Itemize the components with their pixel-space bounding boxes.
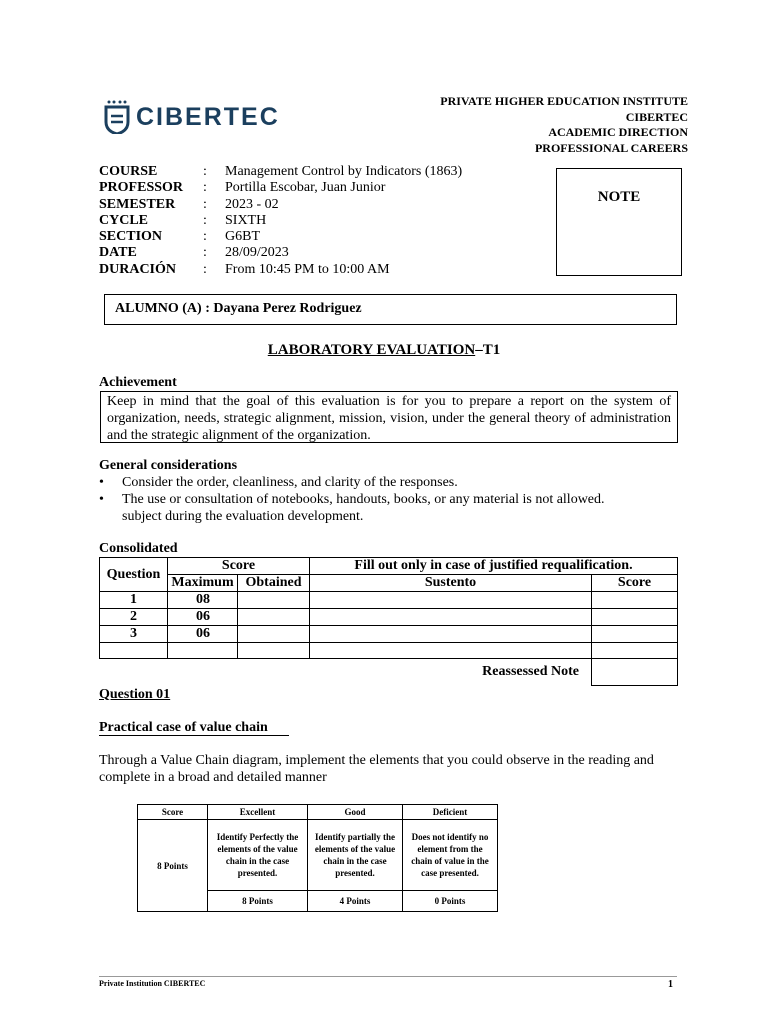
page-number: 1 xyxy=(668,979,673,990)
rubric-header: Excellent xyxy=(208,805,308,820)
maximum-score: 06 xyxy=(168,609,238,626)
rubric-points: 0 Points xyxy=(403,891,498,912)
rubric-deficient: Does not identify no element from the chain of value in the case presented. xyxy=(403,820,498,891)
rubric-table xyxy=(137,804,498,912)
table-header-row xyxy=(100,558,678,575)
maximum-score: 06 xyxy=(168,626,238,643)
maximum-score xyxy=(168,643,238,659)
info-colon: : xyxy=(203,196,207,212)
info-colon: : xyxy=(203,261,207,277)
institute-header xyxy=(440,94,688,156)
reassessed-note-label: Reassessed Note xyxy=(482,664,579,680)
question-text: Through a Value Chain diagram, implement the elements that you could observe in the reading and complete in a broad and detailed manner xyxy=(99,753,654,785)
general-considerations-heading: General considerations xyxy=(99,458,238,473)
question-number: 1 xyxy=(100,592,168,609)
achievement-text: Keep in mind that the goal of this evaluation is for you to prepare a report on the system of organization, needs, strategic alignment, mission, vision, under the general theory of administration and the strategic alignment of the organization. xyxy=(100,391,678,443)
note-box[interactable] xyxy=(556,168,682,276)
info-label: SECTION xyxy=(99,229,163,245)
maximum-score: 08 xyxy=(168,592,238,609)
score-cell[interactable] xyxy=(592,592,678,609)
table-row xyxy=(100,609,678,626)
info-row-date xyxy=(99,245,462,261)
score-cell[interactable] xyxy=(592,626,678,643)
question-subheading: Practical case of value chain xyxy=(99,720,289,736)
info-label: COURSE xyxy=(99,164,158,179)
reassessed-note-cell[interactable] xyxy=(592,659,678,686)
info-label: PROFESSOR xyxy=(99,180,184,196)
question-number: 3 xyxy=(100,626,168,643)
table-row xyxy=(100,643,678,659)
obtained-cell[interactable] xyxy=(238,592,310,609)
rubric-excellent: Identify Perfectly the elements of the value chain in the case presented. xyxy=(208,820,308,891)
info-value: From 10:45 PM to 10:00 AM xyxy=(225,261,390,277)
info-value: Management Control by Indicators (1863) xyxy=(225,164,463,179)
note-label: NOTE xyxy=(597,189,641,205)
obtained-header: Obtained xyxy=(238,575,310,592)
obtained-cell[interactable] xyxy=(238,609,310,626)
info-row-professor xyxy=(99,180,462,196)
institute-line: PRIVATE HIGHER EDUCATION INSTITUTE xyxy=(440,94,688,108)
info-label: DURACIÓN xyxy=(99,261,176,277)
question-header: Question xyxy=(100,558,168,592)
info-row-cycle xyxy=(99,213,462,229)
rubric-header-row xyxy=(138,805,498,820)
rubric-points: 8 Points xyxy=(208,891,308,912)
general-considerations-list xyxy=(99,474,639,525)
info-label: DATE xyxy=(99,245,137,261)
sustento-cell[interactable] xyxy=(310,626,592,643)
achievement-heading: Achievement xyxy=(99,375,177,390)
question-heading: Question 01 xyxy=(99,687,171,702)
score-column-header: Score xyxy=(592,575,678,592)
obtained-cell[interactable] xyxy=(238,643,310,659)
logo-text: CIBERTEC xyxy=(136,102,280,131)
obtained-cell[interactable] xyxy=(238,626,310,643)
info-row-course xyxy=(99,164,462,180)
question-number: 2 xyxy=(100,609,168,626)
info-colon: : xyxy=(203,164,207,179)
rubric-header: Deficient xyxy=(403,805,498,820)
info-label: CYCLE xyxy=(99,212,149,228)
sustento-cell[interactable] xyxy=(310,592,592,609)
student-field[interactable]: ALUMNO (A) : Dayana Perez Rodriguez xyxy=(104,294,677,325)
institute-line: CIBERTEC xyxy=(625,109,688,124)
institute-line: PROFESSIONAL CAREERS xyxy=(534,140,688,155)
rubric-header: Score xyxy=(138,805,208,820)
table-row xyxy=(100,626,678,643)
course-info xyxy=(99,164,462,278)
score-cell[interactable] xyxy=(592,609,678,626)
rubric-score: 8 Points xyxy=(138,820,208,912)
info-row-section xyxy=(99,229,462,245)
consolidated-heading: Consolidated xyxy=(99,541,178,556)
footer-divider xyxy=(99,976,677,977)
info-value: Portilla Escobar, Juan Junior xyxy=(225,180,386,196)
evaluation-title-main: LABORATORY EVALUATION xyxy=(267,342,476,358)
footer-text: Private Institution CIBERTEC xyxy=(99,979,206,988)
maximum-header: Maximum xyxy=(168,575,238,592)
evaluation-title-suffix: –T1 xyxy=(475,342,501,358)
question-number xyxy=(100,643,168,659)
rubric-criteria-row xyxy=(138,820,498,891)
info-colon: : xyxy=(203,180,207,196)
info-colon: : xyxy=(203,245,207,261)
info-colon: : xyxy=(203,229,207,245)
reassessed-row xyxy=(100,659,678,686)
sustento-cell[interactable] xyxy=(310,643,592,659)
bullet-icon: • xyxy=(99,492,104,507)
requalification-header: Fill out only in case of justified requalification. xyxy=(310,558,678,575)
consolidated-table xyxy=(99,557,678,686)
cibertec-logo xyxy=(104,100,280,134)
sustento-header: Sustento xyxy=(310,575,592,592)
rubric-good: Identify partially the elements of the value chain in the case presented. xyxy=(308,820,403,891)
list-item-text: Consider the order, cleanliness, and clarity of the responses. xyxy=(122,475,458,490)
info-value: 2023 - 02 xyxy=(225,196,279,212)
table-row xyxy=(100,592,678,609)
bullet-icon: • xyxy=(99,475,104,490)
info-row-duration xyxy=(99,262,462,278)
list-item-continuation: subject during the evaluation development. xyxy=(122,509,364,524)
table-subheader-row xyxy=(100,575,678,592)
list-item xyxy=(99,491,639,508)
score-cell[interactable] xyxy=(592,643,678,659)
info-value: 28/09/2023 xyxy=(225,245,289,261)
rubric-header: Good xyxy=(308,805,403,820)
score-header: Score xyxy=(168,558,310,575)
sustento-cell[interactable] xyxy=(310,609,592,626)
info-value: SIXTH xyxy=(225,212,267,228)
rubric-points: 4 Points xyxy=(308,891,403,912)
evaluation-title xyxy=(0,342,768,359)
info-label: SEMESTER xyxy=(99,196,176,212)
institute-line: ACADEMIC DIRECTION xyxy=(548,125,688,139)
list-item xyxy=(99,474,639,491)
list-item-text: The use or consultation of notebooks, handouts, books, or any material is not allowed. xyxy=(122,492,605,507)
shield-logo-icon xyxy=(104,100,130,134)
info-colon: : xyxy=(203,212,207,228)
info-row-semester xyxy=(99,197,462,213)
info-value: G6BT xyxy=(225,229,260,245)
